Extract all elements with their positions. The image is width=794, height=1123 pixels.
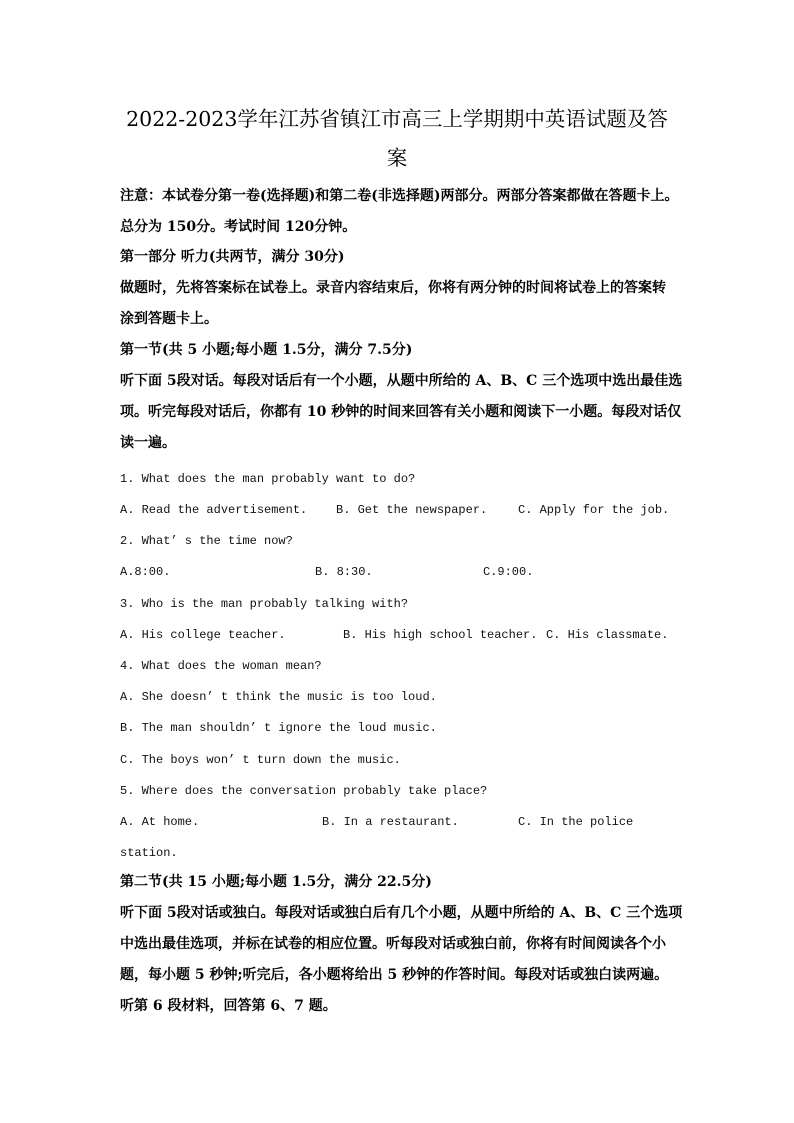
part1-heading-text: 第一部分 听力(共两节，满分 30分) (120, 249, 345, 265)
section2-line-3: 题，每小题 5 秒钟;听完后，各小题将给出 5 秒钟的作答时间。每段对话或独白读两遍。 (120, 967, 669, 983)
q2-option-c: C.9:00. (483, 565, 534, 579)
section2-line-2: 中选出最佳选项，并标在试卷的相应位置。听每段对话或独白前，你将有时间阅读各个小 (120, 936, 666, 952)
q3-stem: 3. Who is the man probably talking with? (120, 597, 409, 611)
section2-line-4: 听第 6 段材料，回答第 6、7 题。 (120, 998, 337, 1014)
q2-stem: 2. What’ s the time now? (120, 534, 293, 548)
q1-stem: 1. What does the man probably want to do? (120, 472, 416, 486)
title-line-2: 案 (386, 146, 408, 170)
section1-line-3: 读一遍。 (120, 435, 176, 451)
instructions-paragraph (120, 273, 680, 335)
q4-stem: 4. What does the woman mean? (120, 659, 322, 673)
part1-heading (120, 242, 680, 273)
section2-line-1: 听下面 5段对话或独白。每段对话或独白后有几个小题，从题中所给的 A、B、C 三个选项 (120, 905, 683, 921)
q4-option-c: C. The boys won’ t turn down the music. (120, 753, 401, 767)
q5-option-b: B. In a restaurant. (322, 815, 459, 829)
q5-option-a: A. At home. (120, 815, 200, 829)
title-line-1: 2022-2023学年江苏省镇江市高三上学期期中英语试题及答 (126, 107, 668, 131)
notice-line-2: 总分为 150分。考试时间 120分钟。 (120, 219, 357, 235)
notice-paragraph (120, 181, 680, 243)
page-title (100, 100, 694, 178)
q3-option-c: C. His classmate. (546, 628, 669, 642)
section1-heading: 第一节(共 5 小题;每小题 1.5分，满分 7.5分) (120, 342, 413, 358)
q1-option-b: B. Get the newspaper. (336, 503, 488, 517)
section1-block (120, 335, 683, 459)
q3-option-a: A. His college teacher. (120, 628, 286, 642)
q2-option-b: B. 8:30. (315, 565, 373, 579)
q3-option-b: B. His high school teacher. (343, 628, 538, 642)
q5-stem: 5. Where does the conversation probably take place? (120, 784, 488, 798)
section1-line-1: 听下面 5段对话。每段对话后有一个小题，从题中所给的 A、B、C 三个选项中选出最佳选 (120, 373, 683, 389)
q5-option-c: C. In the police (518, 815, 634, 829)
q4-option-a: A. She doesn’ t think the music is too loud. (120, 690, 437, 704)
q2-option-a: A.8:00. (120, 565, 171, 579)
instructions-line-2: 涂到答题卡上。 (120, 311, 218, 327)
section2-heading: 第二节(共 15 小题;每小题 1.5分，满分 22.5分) (120, 874, 432, 890)
q1-option-c: C. Apply for the job. (518, 503, 670, 517)
q5-option-c-continued: station. (120, 846, 178, 860)
q1-option-a: A. Read the advertisement. (120, 503, 308, 517)
instructions-line-1: 做题时，先将答案标在试卷上。录音内容结束后，你将有两分钟的时间将试卷上的答案转 (120, 280, 666, 296)
notice-line-1: 注意：本试卷分第一卷(选择题)和第二卷(非选择题)两部分。两部分答案都做在答题卡上。 (120, 188, 679, 204)
section2-block (120, 867, 683, 1022)
q4-option-b: B. The man shouldn’ t ignore the loud music. (120, 721, 437, 735)
section1-line-2: 项。听完每段对话后，你都有 10 秒钟的时间来回答有关小题和阅读下一小题。每段对话仅 (120, 404, 682, 420)
